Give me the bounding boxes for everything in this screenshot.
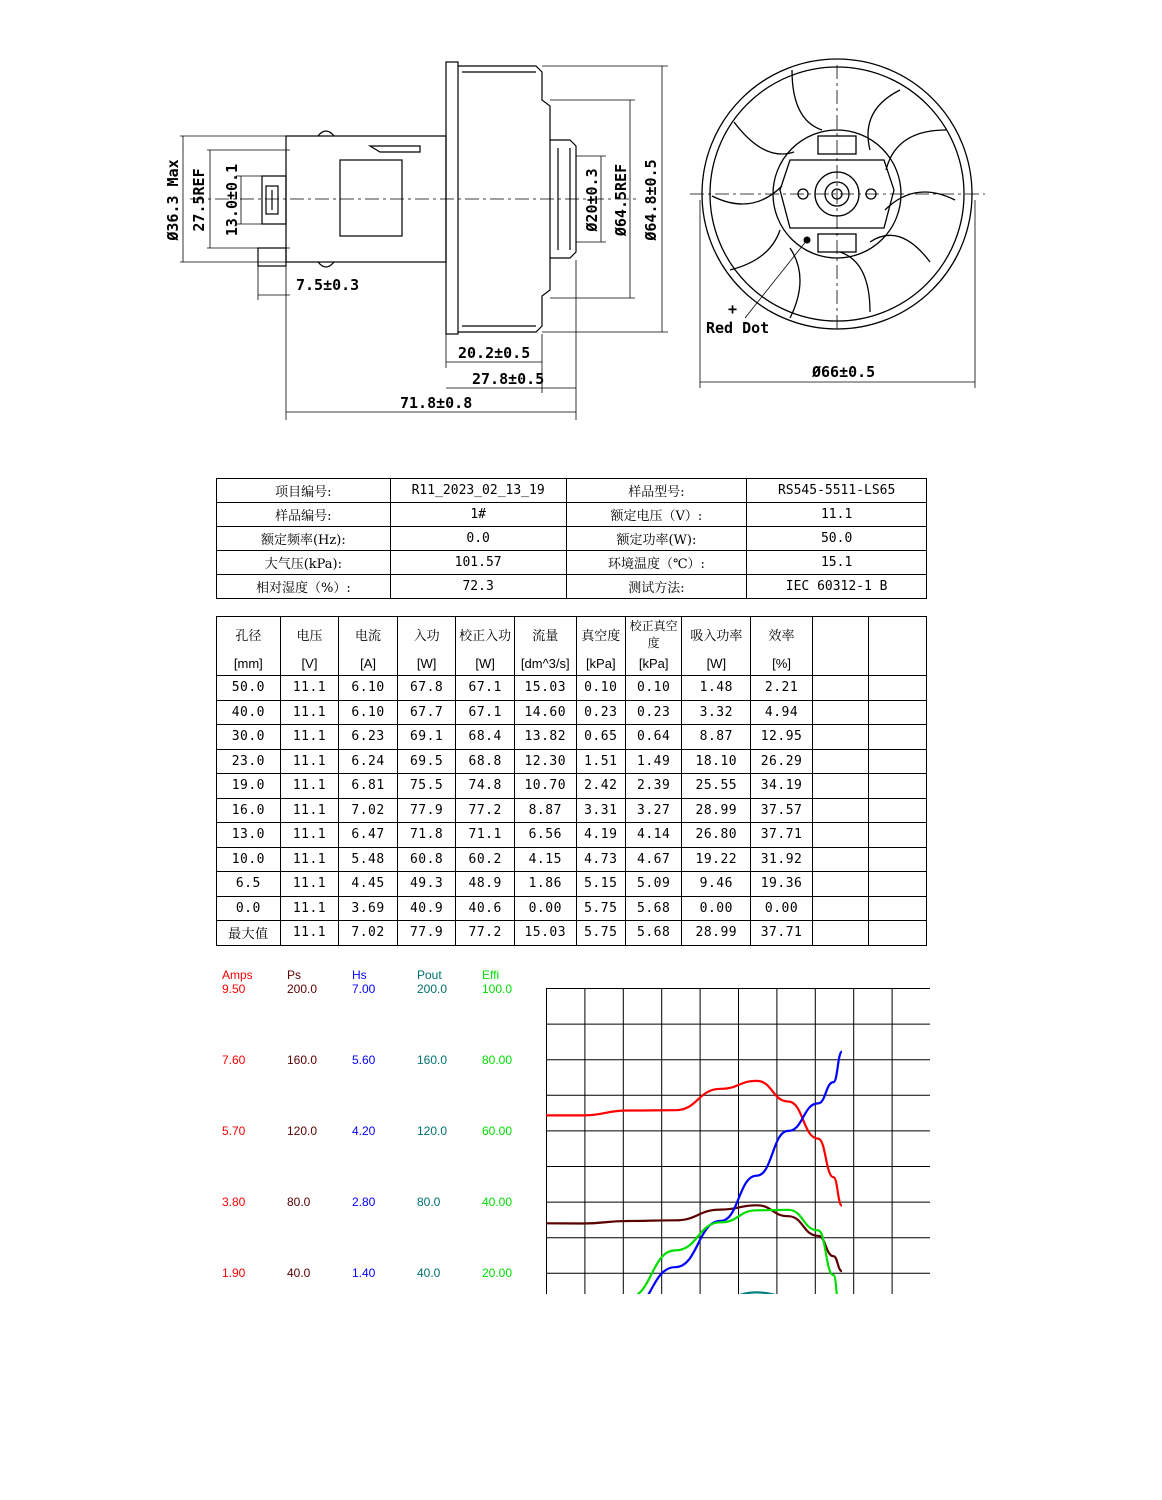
- motor-label-plate: [340, 160, 402, 236]
- dim-d66: Ø66±0.5: [812, 363, 876, 381]
- tick-label: 20.00: [482, 1266, 513, 1280]
- table-cell: 8.87: [514, 798, 576, 823]
- table-cell: 4.45: [339, 872, 398, 897]
- info-label: 额定频率(Hz):: [217, 527, 391, 551]
- table-cell: 34.19: [751, 774, 813, 799]
- table-cell: 11.1: [280, 700, 339, 725]
- table-cell: 0.64: [625, 725, 682, 750]
- dim-d36: Ø36.3 Max: [164, 159, 182, 241]
- table-cell: 6.81: [339, 774, 398, 799]
- tick-label: 60.00: [482, 1124, 513, 1138]
- tick-label: 160.0: [417, 1053, 448, 1067]
- info-value: IEC 60312-1 B: [747, 575, 927, 599]
- table-row: [217, 798, 927, 823]
- table-cell: 6.23: [339, 725, 398, 750]
- series-line-amps: [546, 1081, 842, 1206]
- table-cell: 11.1: [280, 774, 339, 799]
- table-cell: 0.00: [682, 896, 751, 921]
- table-cell: 68.8: [456, 749, 515, 774]
- tick-label: 2.80: [352, 1195, 376, 1209]
- table-cell: 8.87: [682, 725, 751, 750]
- dim-d13: 13.0±0.1: [223, 163, 241, 237]
- table-cell: 40.9: [397, 896, 456, 921]
- info-label: 额定功率(W):: [566, 527, 747, 551]
- table-cell: 9.46: [682, 872, 751, 897]
- table-cell: 3.31: [576, 798, 625, 823]
- table-cell: 2.42: [576, 774, 625, 799]
- table-cell: 0.00: [514, 896, 576, 921]
- tick-label: 160.0: [287, 1053, 318, 1067]
- table-cell: 0.23: [576, 700, 625, 725]
- table-cell: 25.55: [682, 774, 751, 799]
- tick-label: 200.0: [417, 982, 448, 996]
- dim-d20: Ø20±0.3: [583, 168, 601, 232]
- table-cell: 6.47: [339, 823, 398, 848]
- info-row: [217, 503, 927, 527]
- table-cell: 49.3: [397, 872, 456, 897]
- axis-name-ps: Ps: [287, 968, 302, 982]
- table-cell: 48.9: [456, 872, 515, 897]
- table-cell: 2.39: [625, 774, 682, 799]
- table-cell: 0.10: [576, 676, 625, 701]
- tick-label: 5.70: [222, 1124, 246, 1138]
- table-cell: 15.03: [514, 921, 576, 946]
- table-cell: 6.10: [339, 700, 398, 725]
- dim-d645: Ø64.5REF: [612, 163, 630, 237]
- table-cell: 40.6: [456, 896, 515, 921]
- empty-cell: [812, 896, 869, 921]
- table-cell: 4.67: [625, 847, 682, 872]
- table-row: [217, 700, 927, 725]
- empty-cell: [812, 700, 869, 725]
- column-unit: [mm]: [217, 651, 281, 676]
- tick-label: 7.60: [222, 1053, 246, 1067]
- table-row: [217, 823, 927, 848]
- column-header: 吸入功率: [682, 617, 751, 652]
- tick-label: 100.0: [482, 982, 513, 996]
- table-cell: 23.0: [217, 749, 281, 774]
- table-cell: 67.1: [456, 676, 515, 701]
- dim-l75: 7.5±0.3: [296, 276, 360, 294]
- table-cell: 14.60: [514, 700, 576, 725]
- table-cell: 37.57: [751, 798, 813, 823]
- column-header: 电流: [339, 617, 398, 652]
- table-cell: 0.0: [217, 896, 281, 921]
- table-cell: 6.10: [339, 676, 398, 701]
- table-cell: 1.86: [514, 872, 576, 897]
- table-cell: 10.0: [217, 847, 281, 872]
- column-unit: [dm^3/s]: [514, 651, 576, 676]
- table-cell: 13.82: [514, 725, 576, 750]
- table-cell: 37.71: [751, 921, 813, 946]
- table-cell: 4.94: [751, 700, 813, 725]
- performance-chart: [546, 988, 930, 1294]
- table-cell: 3.32: [682, 700, 751, 725]
- table-cell: 30.0: [217, 725, 281, 750]
- table-cell: 60.2: [456, 847, 515, 872]
- red-dot-label: Red Dot: [706, 319, 770, 337]
- table-cell: 5.68: [625, 921, 682, 946]
- tick-label: 80.0: [287, 1195, 311, 1209]
- column-header: 电压: [280, 617, 339, 652]
- table-cell: 71.8: [397, 823, 456, 848]
- empty-cell: [812, 725, 869, 750]
- table-cell: 50.0: [217, 676, 281, 701]
- axis-name-pout: Pout: [417, 968, 442, 982]
- tick-label: 5.60: [352, 1053, 376, 1067]
- table-cell: 7.02: [339, 798, 398, 823]
- fan-plate-outline: [446, 62, 458, 334]
- table-cell: 11.1: [280, 872, 339, 897]
- table-cell: 26.29: [751, 749, 813, 774]
- dim-l718: 71.8±0.8: [400, 394, 473, 412]
- motor-drawing: [0, 0, 1162, 440]
- column-header: 流量: [514, 617, 576, 652]
- table-cell: 67.8: [397, 676, 456, 701]
- info-row: [217, 551, 927, 575]
- test-info-table: [216, 478, 927, 599]
- empty-cell: [869, 921, 927, 946]
- table-cell: 7.02: [339, 921, 398, 946]
- empty-cell: [869, 700, 927, 725]
- table-cell: 28.99: [682, 921, 751, 946]
- table-cell: 60.8: [397, 847, 456, 872]
- tick-label: 40.0: [417, 1266, 441, 1280]
- axis-name-effi: Effi: [482, 968, 500, 982]
- table-cell: 77.2: [456, 921, 515, 946]
- tick-label: 120.0: [417, 1124, 448, 1138]
- info-label: 样品编号:: [217, 503, 391, 527]
- table-cell: 0.10: [625, 676, 682, 701]
- dim-l202: 20.2±0.5: [458, 344, 531, 362]
- tick-label: 80.00: [482, 1053, 513, 1067]
- info-value: 0.0: [390, 527, 566, 551]
- table-cell: 16.0: [217, 798, 281, 823]
- table-cell: 12.30: [514, 749, 576, 774]
- info-value: 50.0: [747, 527, 927, 551]
- table-cell: 3.69: [339, 896, 398, 921]
- table-cell: 6.24: [339, 749, 398, 774]
- empty-cell: [869, 896, 927, 921]
- table-cell: 19.0: [217, 774, 281, 799]
- table-cell: 77.9: [397, 921, 456, 946]
- info-label: 大气压(kPa):: [217, 551, 391, 575]
- table-cell: 37.71: [751, 823, 813, 848]
- empty-cell: [869, 823, 927, 848]
- empty-cell: [812, 749, 869, 774]
- column-unit: [kPa]: [576, 651, 625, 676]
- table-cell: 3.27: [625, 798, 682, 823]
- info-value: RS545-5511-LS65: [747, 479, 927, 503]
- table-cell: 75.5: [397, 774, 456, 799]
- table-cell: 11.1: [280, 921, 339, 946]
- table-cell: 11.1: [280, 749, 339, 774]
- table-cell: 40.0: [217, 700, 281, 725]
- empty-cell: [869, 676, 927, 701]
- performance-table: [216, 616, 927, 946]
- table-cell: 10.70: [514, 774, 576, 799]
- table-cell: 6.5: [217, 872, 281, 897]
- tick-label: 1.40: [352, 1266, 376, 1280]
- dim-d27: 27.5REF: [190, 168, 208, 232]
- tick-label: 4.20: [352, 1124, 376, 1138]
- info-value: 11.1: [747, 503, 927, 527]
- table-cell: 11.1: [280, 676, 339, 701]
- empty-cell: [812, 823, 869, 848]
- table-cell: 5.15: [576, 872, 625, 897]
- tick-label: 80.0: [417, 1195, 441, 1209]
- empty-cell: [869, 798, 927, 823]
- column-unit: [V]: [280, 651, 339, 676]
- empty-cell: [869, 872, 927, 897]
- table-cell: 5.09: [625, 872, 682, 897]
- empty-cell: [812, 921, 869, 946]
- empty-header: [812, 617, 869, 652]
- column-unit: [W]: [456, 651, 515, 676]
- column-header: 校正真空度: [625, 617, 682, 652]
- table-row: [217, 872, 927, 897]
- dim-l278: 27.8±0.5: [472, 370, 545, 388]
- table-cell: 19.22: [682, 847, 751, 872]
- table-cell: 4.15: [514, 847, 576, 872]
- column-unit: [%]: [751, 651, 813, 676]
- table-cell: 4.73: [576, 847, 625, 872]
- table-cell: 69.1: [397, 725, 456, 750]
- table-cell: 69.5: [397, 749, 456, 774]
- table-cell: 5.75: [576, 921, 625, 946]
- info-row: [217, 479, 927, 503]
- table-cell: 77.9: [397, 798, 456, 823]
- table-row: [217, 676, 927, 701]
- table-cell: 0.65: [576, 725, 625, 750]
- empty-cell: [869, 774, 927, 799]
- empty-cell: [812, 872, 869, 897]
- table-cell: 4.14: [625, 823, 682, 848]
- table-cell: 5.68: [625, 896, 682, 921]
- column-unit: [W]: [397, 651, 456, 676]
- empty-cell: [812, 676, 869, 701]
- table-cell: 11.1: [280, 847, 339, 872]
- table-cell: 4.19: [576, 823, 625, 848]
- info-value: 15.1: [747, 551, 927, 575]
- table-cell: 11.1: [280, 725, 339, 750]
- table-cell: 5.75: [576, 896, 625, 921]
- table-cell: 15.03: [514, 676, 576, 701]
- table-cell: 12.95: [751, 725, 813, 750]
- table-cell: 71.1: [456, 823, 515, 848]
- table-cell: 18.10: [682, 749, 751, 774]
- table-cell: 11.1: [280, 798, 339, 823]
- axis-name-hs: Hs: [352, 968, 367, 982]
- tick-label: 200.0: [287, 982, 318, 996]
- column-header: 入功: [397, 617, 456, 652]
- info-label: 环境温度（℃）:: [566, 551, 747, 575]
- empty-header: [812, 651, 869, 676]
- table-row: [217, 749, 927, 774]
- table-cell: 11.1: [280, 896, 339, 921]
- tick-label: 120.0: [287, 1124, 318, 1138]
- table-cell: 31.92: [751, 847, 813, 872]
- info-value: 101.57: [390, 551, 566, 575]
- tick-label: 3.80: [222, 1195, 246, 1209]
- table-cell: 67.7: [397, 700, 456, 725]
- table-cell: 1.51: [576, 749, 625, 774]
- table-cell: 0.23: [625, 700, 682, 725]
- dim-d648: Ø64.8±0.5: [642, 159, 660, 241]
- column-header: 孔径: [217, 617, 281, 652]
- info-row: [217, 527, 927, 551]
- info-value: 1#: [390, 503, 566, 527]
- series-line-hs: [546, 1052, 842, 1294]
- info-label: 测试方法:: [566, 575, 747, 599]
- tick-label: 9.50: [222, 982, 246, 996]
- table-cell: 1.48: [682, 676, 751, 701]
- table-cell: 1.49: [625, 749, 682, 774]
- empty-header: [869, 651, 927, 676]
- table-cell: 74.8: [456, 774, 515, 799]
- info-value: 72.3: [390, 575, 566, 599]
- column-unit: [W]: [682, 651, 751, 676]
- table-cell: 最大值: [217, 921, 281, 946]
- empty-cell: [869, 749, 927, 774]
- table-cell: 77.2: [456, 798, 515, 823]
- info-label: 额定电压（V）:: [566, 503, 747, 527]
- axis-name-amps: Amps: [222, 968, 253, 982]
- info-label: 样品型号:: [566, 479, 747, 503]
- table-cell: 28.99: [682, 798, 751, 823]
- column-unit: [A]: [339, 651, 398, 676]
- empty-cell: [812, 774, 869, 799]
- tick-label: 7.00: [352, 982, 376, 996]
- table-cell: 5.48: [339, 847, 398, 872]
- table-row: [217, 896, 927, 921]
- empty-cell: [869, 725, 927, 750]
- tick-label: 40.00: [482, 1195, 513, 1209]
- table-cell: 26.80: [682, 823, 751, 848]
- info-label: 相对湿度（%）:: [217, 575, 391, 599]
- table-cell: 19.36: [751, 872, 813, 897]
- table-cell: 67.1: [456, 700, 515, 725]
- table-row: [217, 774, 927, 799]
- empty-header: [869, 617, 927, 652]
- column-header: 真空度: [576, 617, 625, 652]
- info-label: 项目编号:: [217, 479, 391, 503]
- empty-cell: [869, 847, 927, 872]
- series-line-ps: [546, 1205, 842, 1271]
- tick-label: 40.0: [287, 1266, 311, 1280]
- column-header: 校正入功: [456, 617, 515, 652]
- table-cell: 0.00: [751, 896, 813, 921]
- table-cell: 2.21: [751, 676, 813, 701]
- column-header: 效率: [751, 617, 813, 652]
- empty-cell: [812, 798, 869, 823]
- info-row: [217, 575, 927, 599]
- tick-label: 1.90: [222, 1266, 246, 1280]
- info-value: R11_2023_02_13_19: [390, 479, 566, 503]
- empty-cell: [812, 847, 869, 872]
- table-row: [217, 725, 927, 750]
- table-row: [217, 847, 927, 872]
- column-unit: [kPa]: [625, 651, 682, 676]
- table-cell: 6.56: [514, 823, 576, 848]
- series-line-pout: [546, 1292, 842, 1294]
- plus-marker: +: [728, 300, 738, 318]
- table-cell: 68.4: [456, 725, 515, 750]
- table-row: [217, 921, 927, 946]
- table-cell: 11.1: [280, 823, 339, 848]
- table-cell: 13.0: [217, 823, 281, 848]
